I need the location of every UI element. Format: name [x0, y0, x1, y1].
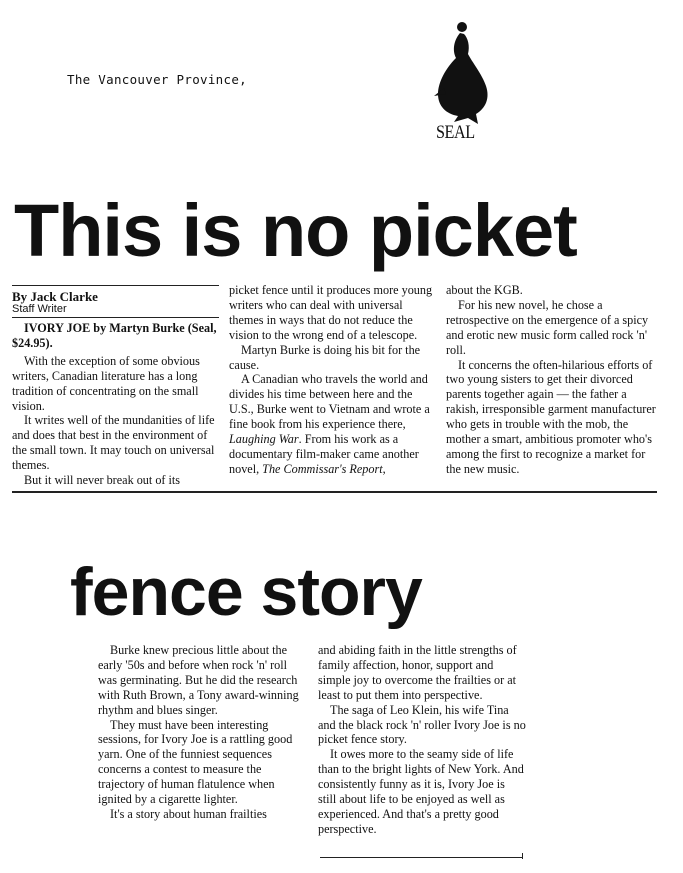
paragraph: But it will never break out of its [24, 473, 181, 488]
newspaper-source: The Vancouver Province, [67, 72, 247, 87]
paragraph: It owes more to the seamy side of life than to the bright lights of New York. And consistently funny as it is, Ivory Joe is still about life to be enjoyed as well as experienced. And that's a pretty good perspective. [318, 747, 524, 836]
paragraph: Martyn Burke is doing his bit for the cause. [229, 342, 421, 372]
headline-part-2: fence story [70, 554, 422, 630]
byline-rule-bottom [12, 317, 219, 318]
paragraph: It writes well of the mundanities of life and does that best in the environment of the small town. It may touch on universal themes. [12, 413, 215, 473]
paragraph: With the exception of some obvious writers, Canadian literature has a long tradition of concentrating on the small vision. [12, 353, 200, 413]
paragraph: It's a story about human frailties [110, 806, 267, 821]
paragraph: The saga of Leo Klein, his wife Tina and the black rock 'n' roller Ivory Joe is no picket fence story. [318, 702, 526, 747]
paragraph: It concerns the often-hilarious efforts of two young sisters to get their divorced parents together again — the father a rakish, irresponsible garment manufacturer who gets in trouble with the mob, the mother a smart, ambitious promoter who's among the first to recognize a market for the new music. [446, 357, 656, 476]
article-column-1 [12, 321, 222, 488]
article-column-2 [229, 283, 437, 477]
publisher-logo-label: SEAL [436, 122, 475, 143]
paragraph: For his new novel, he chose a retrospective on the emergence of a spicy and erotic new music form called rock 'n' roll. [446, 297, 649, 357]
section-divider [12, 491, 657, 493]
byline-role: Staff Writer [12, 303, 67, 315]
byline-author: By Jack Clarke [12, 289, 98, 304]
article-column-3 [446, 283, 658, 477]
article-column-4 [98, 643, 303, 822]
paragraph: Burke knew precious little about the early '50s and before when rock 'n' roll was germinating. But he did the research with Ruth Brown, a Tony award-winning rhythm and blues singer. [98, 643, 299, 717]
end-rule-tick [522, 853, 523, 859]
text-run: . From his work as a documentary film-maker came another novel, [229, 432, 419, 476]
paragraph: about the KGB. [446, 283, 523, 297]
end-rule [320, 857, 523, 858]
headline-part-1: This is no picket [14, 189, 577, 272]
paragraph: and abiding faith in the little strengths of family affection, honor, support and simple joy to overcome the frailties or at least to put them into perspective. [318, 643, 517, 702]
byline-rule-top [12, 285, 219, 286]
paragraph: picket fence until it produces more young writers who can deal with universal themes in ways that do not reduce the vision to the wrong end of a telescope. [229, 283, 433, 342]
text-run: , [382, 461, 386, 476]
paragraph [229, 372, 437, 476]
text-run: A Canadian who travels the world and divides his time between here and the U.S., Burke went to Vietnam and wrote a fine book from his experience there, [229, 372, 430, 432]
book-info: IVORY JOE by Martyn Burke (Seal, $24.95). [12, 321, 217, 350]
book-title-commissars-report: The Commissar's Report [262, 461, 383, 476]
article-column-5 [318, 643, 526, 837]
paragraph: They must have been interesting sessions, for Ivory Joe is a rattling good yarn. One of the funniest sequences concerns a contest to measure the trajectory of human flatulence when ignited by a cigarette lighter. [98, 717, 293, 807]
book-title-laughing-war: Laughing War [229, 432, 299, 447]
